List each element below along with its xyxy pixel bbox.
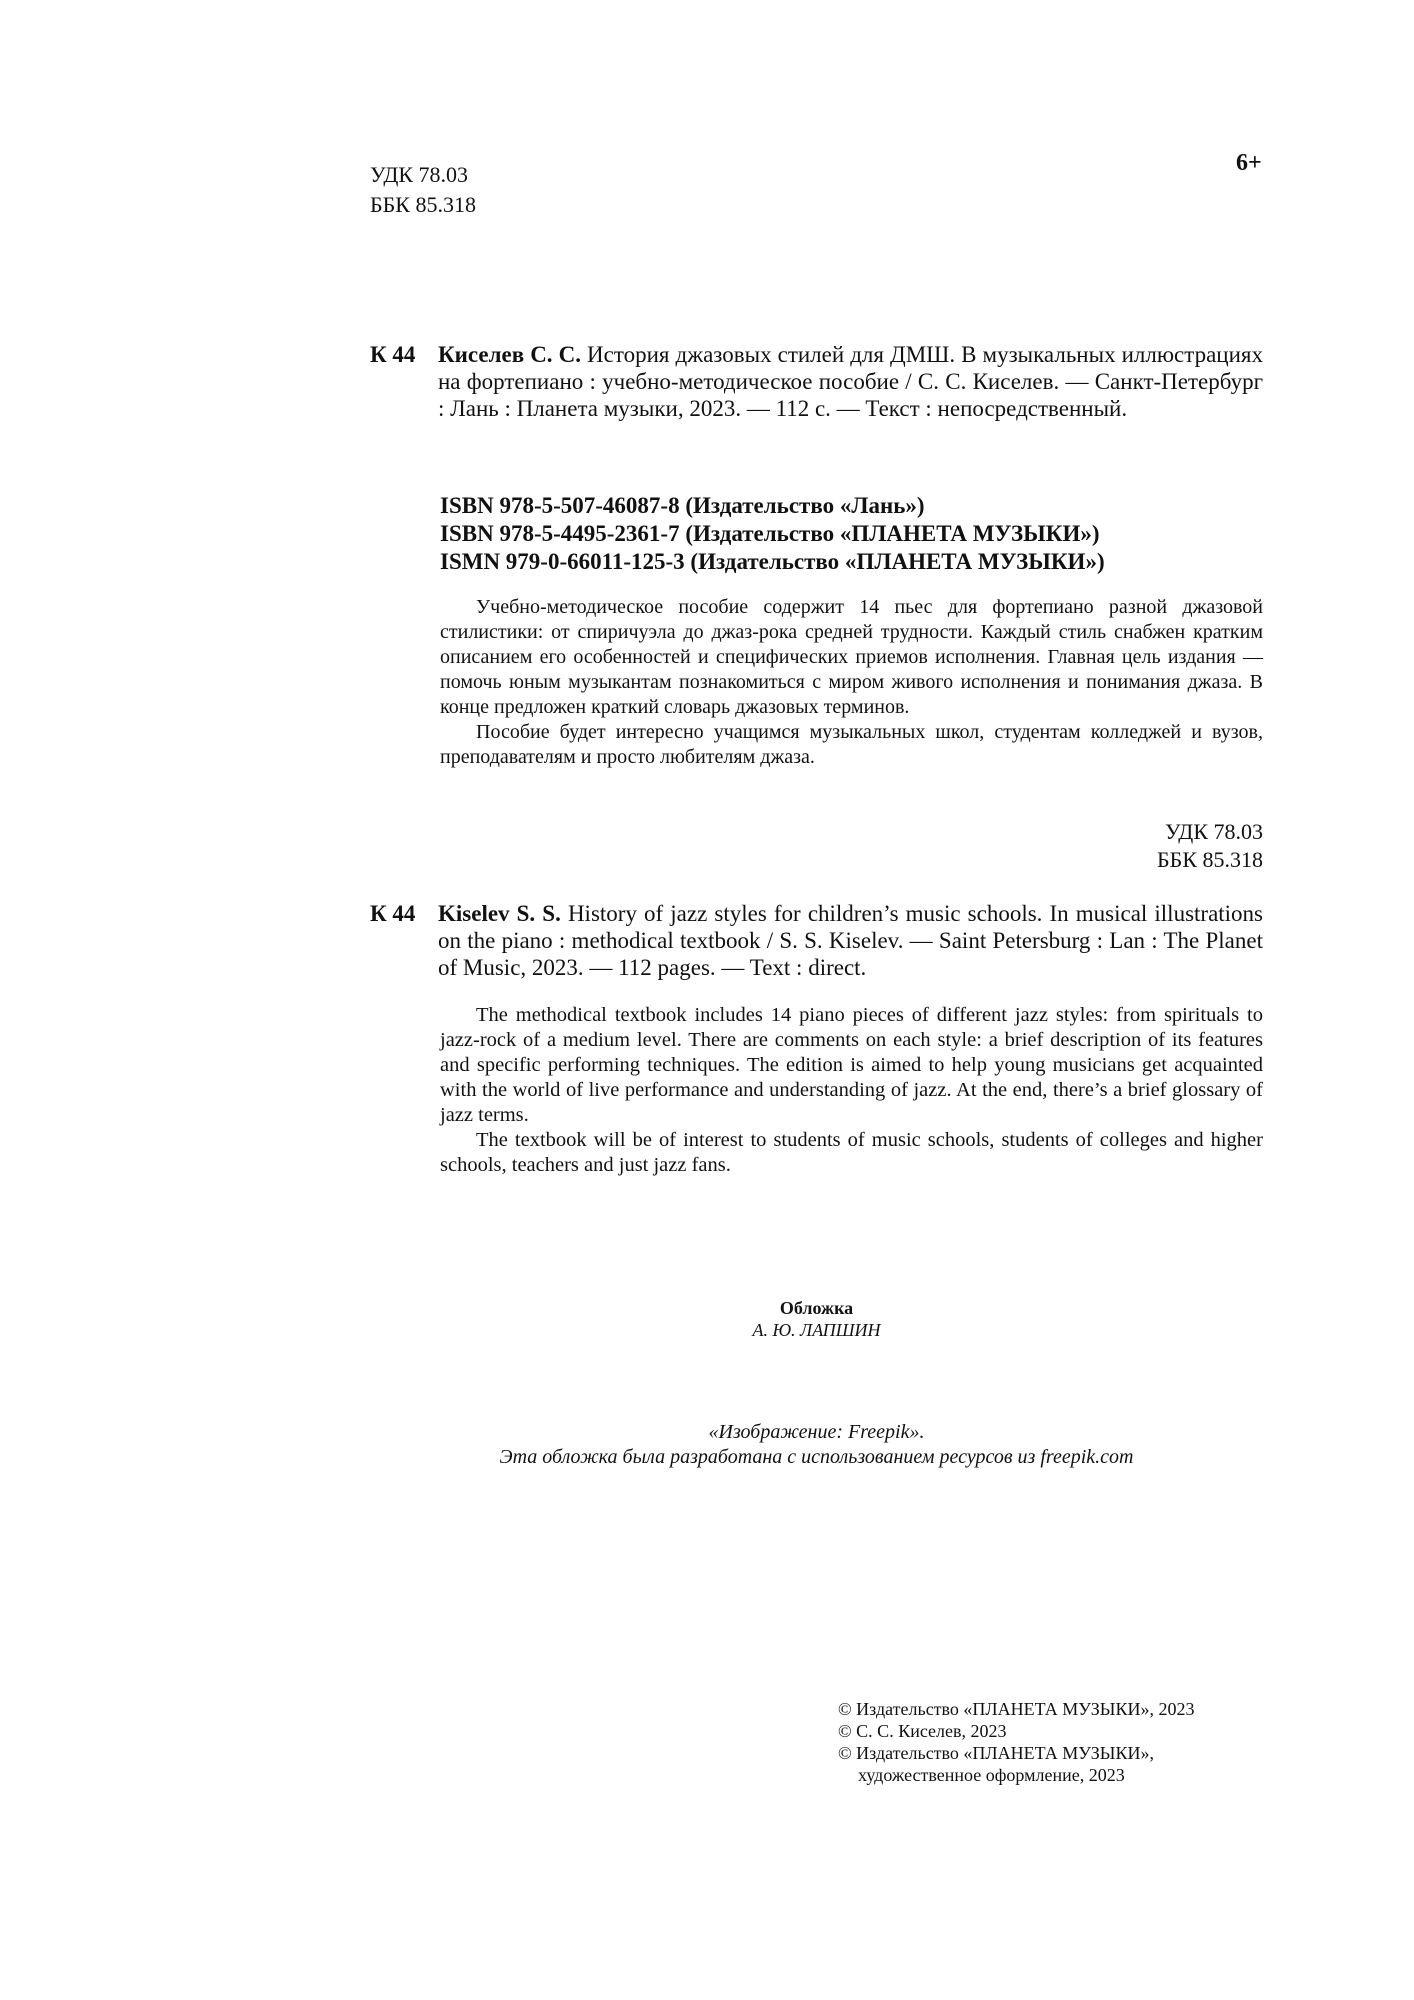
abstract-ru — [440, 595, 1263, 770]
abstract-paragraph: Учебно-методическое пособие содержит 14 пьес для фортепиано разной джазовой стилистики: от спиричуэла до джаз-рока средней трудности. Каждый стиль снабжен кратким описанием его особенностей и специфических приемов исполнения. Главная цель издания — помочь юным музыкантам познакомиться с миром живого исполнения и понимания джаза. В конце предложен краткий словарь джазовых терминов. — [440, 596, 1263, 718]
copyright-line: художественное оформление, 2023 — [858, 1765, 1125, 1785]
ismn-line: ISMN 979-0-66011-125-3 (Издательство «ПЛАНЕТА МУЗЫКИ») — [440, 549, 1105, 574]
udk-code: УДК 78.03 — [1164, 819, 1263, 844]
age-rating: 6+ — [1236, 150, 1262, 176]
abstract-paragraph: The methodical textbook includes 14 piano pieces of different jazz styles: from spirituals to jazz-rock of a medium level. There are comments on each style: a brief description of its features and specific performing techniques. The edition is aimed to help young musicians get acquainted with the world of live performance and understanding of jazz. At the end, there’s a brief glossary of jazz terms. — [440, 1004, 1263, 1126]
abstract-paragraph: Пособие будет интересно учащимся музыкальных школ, студентам колледжей и вузов, преподавателям и просто любителям джаза. — [440, 721, 1263, 768]
isbn-line: ISBN 978-5-4495-2361-7 (Издательство «ПЛАНЕТА МУЗЫКИ») — [440, 521, 1100, 546]
copyright-line: © Издательство «ПЛАНЕТА МУЗЫКИ», — [838, 1743, 1154, 1763]
copyright-line: © С. С. Киселев, 2023 — [838, 1721, 1007, 1741]
cover-credit — [370, 1297, 1263, 1341]
entry-body — [438, 900, 1263, 981]
copyright-line: © Издательство «ПЛАНЕТА МУЗЫКИ», 2023 — [838, 1699, 1195, 1719]
bibliographic-entry-en — [370, 900, 1263, 981]
image-credit-line: Эта обложка была разработана с использованием ресурсов из freepik.com — [499, 1446, 1134, 1468]
author-name: Kiselev S. S. — [438, 901, 561, 926]
cover-designer: А. Ю. ЛАПШИН — [752, 1320, 881, 1340]
cover-label: Обложка — [779, 1298, 854, 1318]
copyright-block — [838, 1698, 1194, 1786]
entry-description: History of jazz styles for children’s music schools. In musical illustrations on the piano : methodical textbook / S. S. Kiselev. — Saint Petersburg : Lan : The Planet of Music, 2023. — 112 pages. — Text : direct. — [438, 901, 1264, 980]
bbk-code: ББК 85.318 — [370, 192, 476, 217]
udk-bbk-header — [370, 160, 476, 220]
entry-description: История джазовых стилей для ДМШ. В музыкальных иллюстрациях на фортепиано : учебно-методическое пособие / С. С. Киселев. — Санкт-Петербург : Лань : Планета музыки, 2023. — 112 с. — Текст : непосредственный. — [438, 342, 1264, 421]
image-credit — [370, 1420, 1263, 1470]
image-credit-line: «Изображение: Freepik». — [708, 1421, 925, 1443]
isbn-line: ISBN 978-5-507-46087-8 (Издательство «Лань») — [440, 493, 925, 518]
abstract-en — [440, 1003, 1263, 1178]
abstract-paragraph: The textbook will be of interest to students of music schools, students of colleges and higher schools, teachers and just jazz fans. — [440, 1129, 1263, 1176]
bbk-code: ББК 85.318 — [1157, 847, 1263, 872]
udk-code: УДК 78.03 — [370, 162, 469, 187]
author-mark: К 44 — [370, 901, 416, 926]
author-name: Киселев С. С. — [438, 342, 581, 367]
author-mark: К 44 — [370, 342, 416, 367]
udk-bbk-right — [1000, 818, 1263, 874]
entry-body — [438, 341, 1263, 422]
bibliographic-entry-ru — [370, 341, 1263, 422]
isbn-block — [440, 492, 1105, 576]
